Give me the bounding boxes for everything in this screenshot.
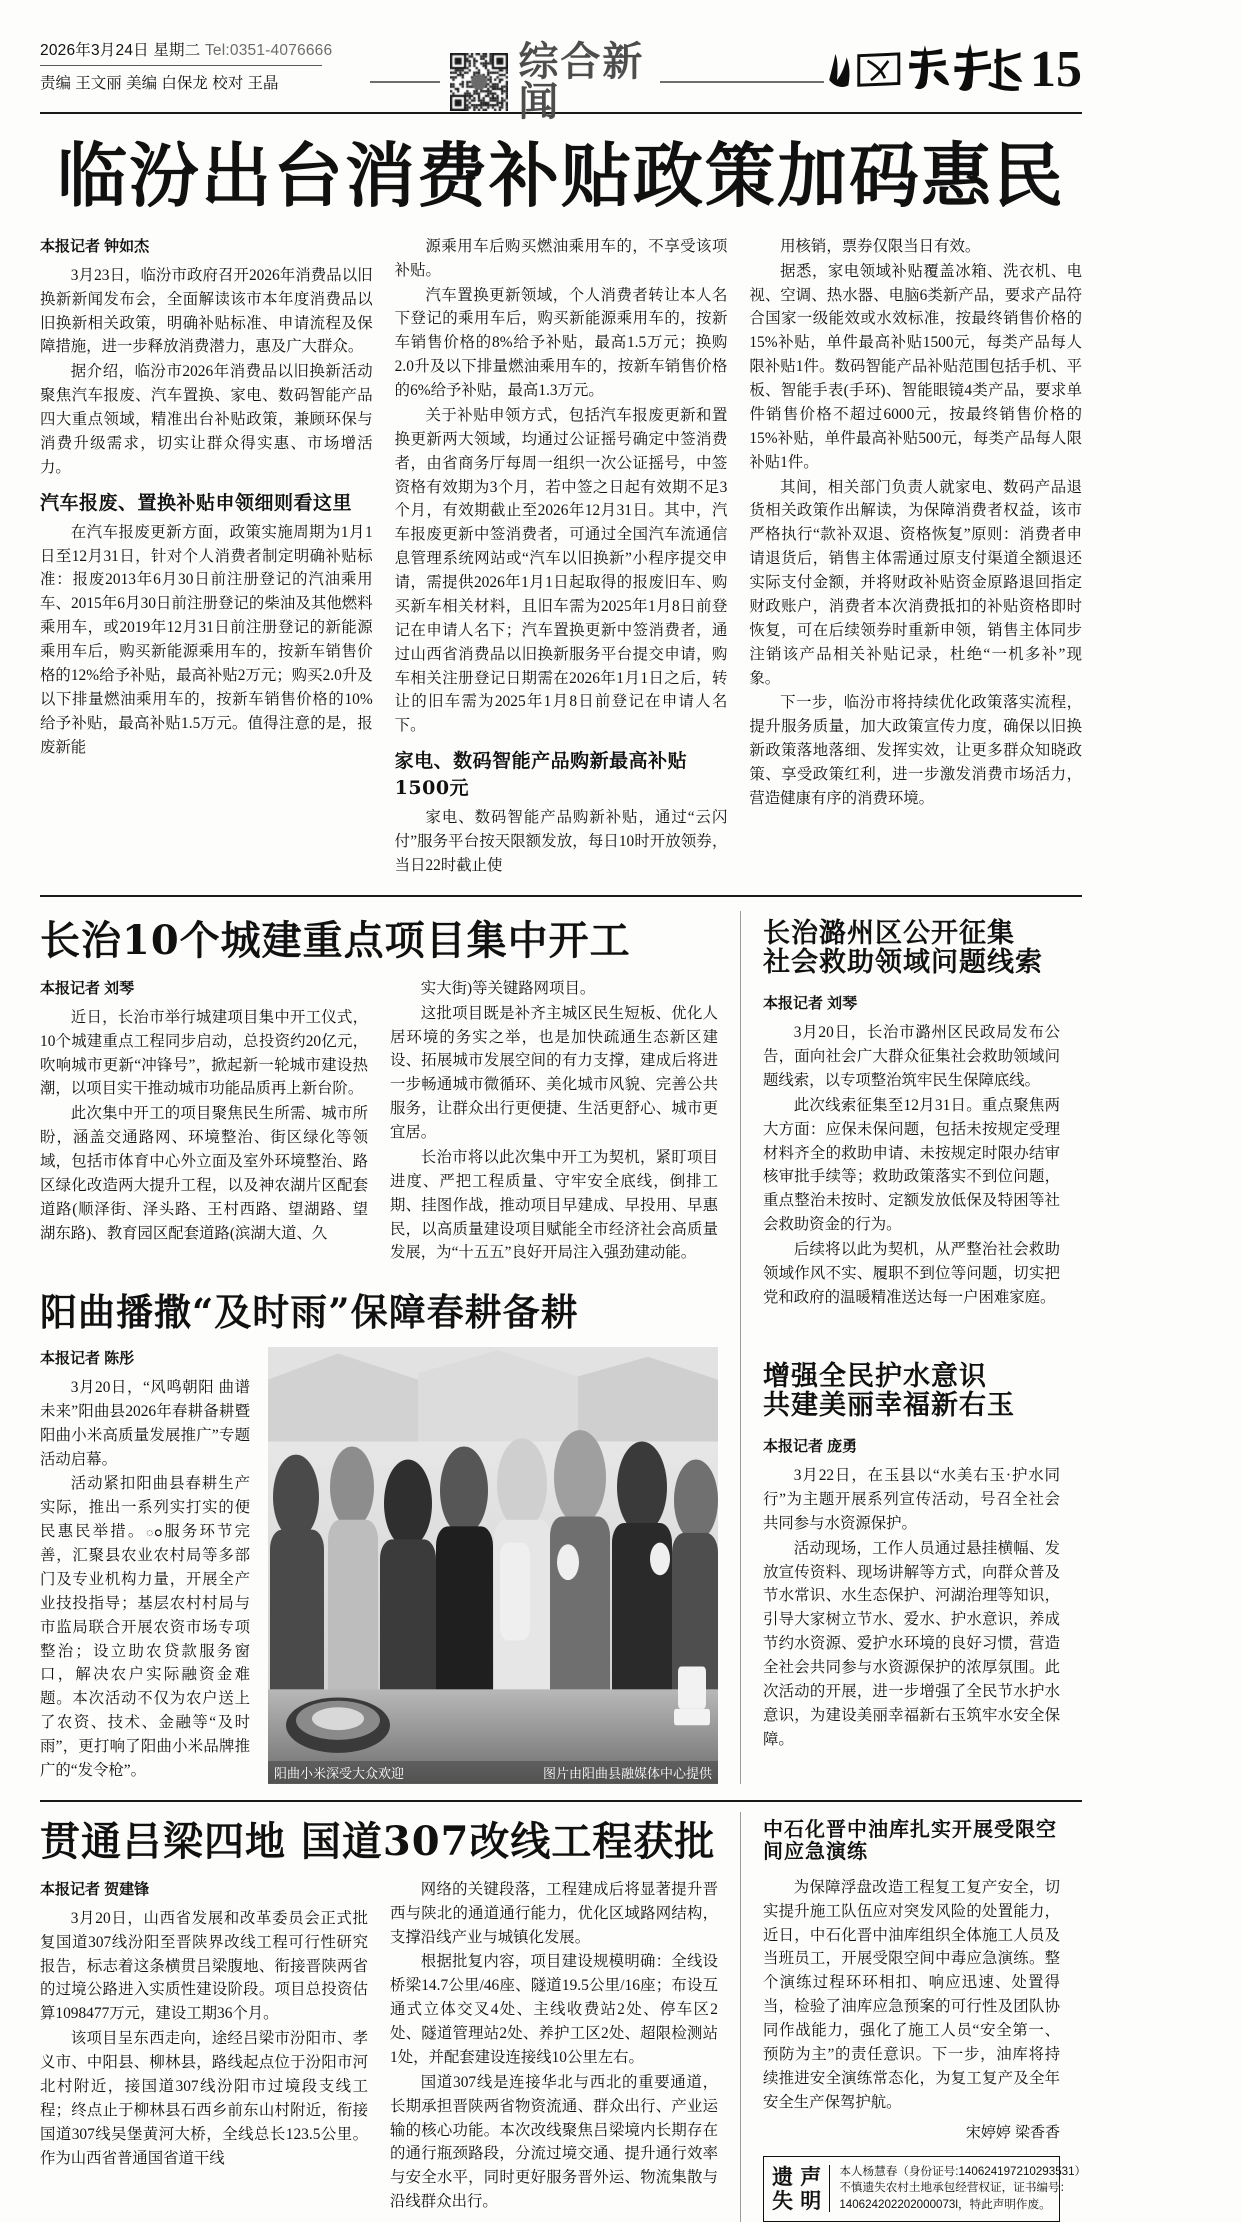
masthead-dateline — [40, 38, 370, 60]
changzhi-byline: 本报记者 刘琴 — [40, 979, 135, 997]
paragraph: 根据批复内容，项目建设规模明确：全线设桥梁14.7公里/46座、隧道19.5公里/16座；布设互通式立体交叉4处、主线收费站2处、停车区2处、隧道管理站2处、养护工区2处、超限检测站1处，并配套建设连接线10公里左右。 — [390, 1953, 718, 2066]
legal-notice-box — [763, 2156, 1087, 2222]
masthead-left — [40, 34, 370, 93]
paragraph: 其间，相关部门负责人就家电、数码产品退货相关政策作出解读，为保障消费者权益，该市严格执行“款补双退、资格恢复”原则：消费者申请退货后，销售主体需通过原支付渠道全额退还实际支付金额，并将财政补贴资金原路退回指定财政账户，消费者本次消费抵扣的补贴资格即时恢复，可在后续领券时重新申领，销售主体同步注销该产品相关补贴记录，杜绝“一机多补”现象。 — [749, 478, 1083, 687]
sinopec-headline: 中石化晋中油库扎实开展受限空间应急演练 — [763, 1816, 1057, 1863]
page-number: 15 — [1030, 40, 1082, 98]
paragraph: 长治市将以此次集中开工为契机，紧盯项目进度、严把工程质量、守牢安全底线，倒排工期、挂图作战，推动项目早建成、早投用、早惠民，以高质量建设项目赋能全市经济社会高质量发展，为“十五五”良好开局注入强劲建动能。 — [390, 1148, 718, 1262]
changzhi-column-2 — [390, 977, 718, 1267]
legal-notice-line1: 本人杨慧春（身份证号:140624197210293531） — [839, 2164, 1087, 2178]
lucheng-headline-line2: 社会救助领域问题线索 — [763, 947, 1043, 979]
paragraph: 实大街)等关键路网项目。 — [420, 979, 596, 997]
lvliang-byline: 本报记者 贺建锋 — [40, 1880, 150, 1898]
lead-column-2 — [395, 235, 728, 879]
lead-byline: 本报记者 钟如杰 — [40, 237, 150, 255]
lvliang-columns — [40, 1878, 718, 2215]
paragraph: 家电、数码智能产品购新补贴，通过“云闪付”服务平台按天限额发放，每日10时开放领券，当日22时截止使 — [394, 809, 728, 874]
lvliang-column-2 — [390, 1878, 718, 2215]
youyu-headline-line2: 共建美丽幸福新右玉 — [763, 1390, 1015, 1422]
youyu-headline — [763, 1362, 1060, 1421]
paragraph: 国道307线是连接华北与西北的重要通道，长期承担晋陕两省物资流通、群众出行、产业运输的核心功能。本次改线聚焦吕梁境内长期存在的通行瓶颈路段，分流过境交通、提升通行效率与安全水平，同时更好服务晋外运、物流集散与沿线群众出行。 — [390, 2073, 718, 2211]
lucheng-byline: 本报记者 刘琴 — [763, 995, 858, 1013]
changzhi-columns — [40, 977, 718, 1267]
paragraph: 关于补贴申领方式，包括汽车报废更新和置换更新两大领域，均通过公证摇号确定中签消费者，由省商务厅每周一组织一次公证摇号，中签资格有效期为3个月，若中签之日起有效期不足3个月，有效期截止至2026年12月31日。其中，汽车报废更新中签消费者，可通过全国汽车流通信息管理系统网站或“汽车以旧换新”小程序提交申请，需提供2026年1月1日起取得的报废旧车、购买新车相关材料，且旧车需为2025年1月8日前登记在申请人名下；汽车置换更新中签消费者，通过山西省消费品以旧换新服务平台提交申请，购车相关注册登记日期需在2026年1月1日之后，转让的旧车需为2025年1月8日前登记在申请人名下。 — [394, 406, 728, 735]
lead-column-3 — [749, 235, 1082, 879]
bottom-left-column — [40, 1812, 740, 2222]
lead-story-columns — [40, 235, 1082, 879]
weekday: 星期二 — [153, 42, 201, 59]
paragraph: 据悉，家电领域补贴覆盖冰箱、洗衣机、电视、空调、热水器、电脑6类新产品，要求产品符合国家一级能效或水效标准，按最终销售价格的15%补贴，单件最高补贴1500元，每类产品每人限补贴1件。数码智能产品补贴范围包括手机、平板、智能手表(手环)、智能眼镜4类产品，要求单件销售价格不超过6000元，按最终销售价格的15%补贴，单件最高补贴500元，每类产品每人限补贴1件。 — [749, 262, 1083, 471]
lucheng-headline — [763, 919, 1060, 978]
paragraph: 3月20日，长治市潞州区民政局发布公告，面向社会广大群众征集社会救助领域问题线索，以专项整治筑牢民生保障底线。 — [763, 1024, 1060, 1089]
photo-caption-credit: 图片由阳曲县融媒体中心提供 — [542, 1765, 712, 1781]
youyu-byline: 本报记者 庞勇 — [763, 1438, 858, 1456]
paragraph: 在汽车报废更新方面，政策实施周期为1月1日至12月31日，针对个人消费者制定明确补贴标准：报废2013年6月30日前注册登记的汽油乘用车、2015年6月30日前注册登记的柴油及其他燃料乘用车，或2019年12月31日前注册登记的新能源乘用车后，购买新能源乘用车的，按新车销售价格的12%给予补贴，最高补贴2万元；购买2.0升及以下排量燃油乘用车的，按新车销售价格的10%给予补贴，最高补贴1.5万元。值得注意的是，报废新能 — [40, 523, 373, 756]
masthead-brand-area — [824, 34, 1082, 98]
lead-headline: 临汾出台消费补贴政策加码惠民 — [57, 134, 1065, 217]
brand-logo-calligraphy — [824, 40, 1024, 94]
masthead-credits: 责编 王文丽 美编 白保龙 校对 王晶 — [40, 75, 279, 92]
changzhi-headline: 长治10个城建重点项目集中开工 — [40, 916, 631, 964]
changzhi-column-1 — [40, 977, 368, 1267]
yangqu-text-column — [40, 1347, 250, 1784]
photo-caption-bar — [268, 1761, 718, 1784]
legal-notice-tag-line1: 遗 声 — [772, 2164, 822, 2190]
masthead — [40, 34, 1082, 125]
paragraph: 源乘用车后购买燃油乘用车的，不享受该项补贴。 — [394, 237, 728, 279]
banner-rule-left — [370, 81, 440, 83]
section-divider-1 — [40, 895, 1082, 897]
paragraph: 该项目呈东西走向，途经吕梁市汾阳市、孝义市、中阳县、柳林县，路线起点位于汾阳市河北村附近，接国道307线汾阳市过境段支线工程；终点止于柳林县石西乡前东山村附近，衔接国道307线吴堡黄河大桥，全线总长123.5公里。作为山西省普通国省道干线 — [40, 2030, 368, 2167]
photo-caption-left: 阳曲小米深受大众欢迎 — [274, 1765, 405, 1781]
paragraph: 这批项目既是补齐主城区民生短板、优化人居环境的务实之举，也是加快疏通生态新区建设、拓展城市发展空间的有力支撑，建成后将进一步畅通城市微循环、美化城市风貌、完善公共服务，让群众出行更便捷、生活更舒心、城市更宜居。 — [390, 1004, 718, 1142]
lvliang-column-1 — [40, 1878, 368, 2215]
paragraph: 网络的关键段落，工程建成后将显著提升晋西与陕北的通道通行能力，优化区域路网结构，支撑沿线产业与城镇化发展。 — [390, 1880, 718, 1946]
telephone: Tel:0351-4076666 — [204, 42, 333, 59]
lead-subheading-1: 汽车报废、置换补贴申领细则看这里 — [40, 491, 353, 514]
section-divider-2 — [40, 1800, 1082, 1802]
yangqu-byline: 本报记者 陈彤 — [40, 1349, 135, 1367]
yangqu-photo — [268, 1347, 718, 1784]
lucheng-headline-line1: 长治潞州区公开征集 — [763, 917, 1015, 949]
paragraph: 3月20日，“风鸣朝阳 曲谱未来”阳曲县2026年春耕备耕暨阳曲小米高质量发展推广”专题活动启幕。 — [40, 1378, 250, 1468]
bottom-section — [40, 1812, 1087, 2222]
lvliang-headline: 贯通吕梁四地 国道307改线工程获批 — [40, 1817, 716, 1865]
qr-code-icon[interactable] — [450, 53, 508, 111]
paragraph: 此次集中开工的项目聚焦民生所需、城市所盼，涵盖交通路网、环境整治、街区绿化等领域，包括市体育中心外立面及室外环境整治、路区绿化改造两大提升工程，以及神农湖片区配套道路(顺泽街、泽头路、王村西路、望湖路、望湖东路)、教育园区配套道路(滨湖大道、久 — [40, 1105, 368, 1242]
masthead-divider — [40, 65, 322, 66]
yangqu-body-area — [40, 1347, 718, 1784]
youyu-headline-line1: 增强全民护水意识 — [763, 1360, 987, 1392]
paragraph: 后续将以此为契机，从严整治社会救助领域作风不实、履职不到位等问题，切实把党和政府的温暖精准送达每一户困难家庭。 — [763, 1241, 1060, 1306]
lead-column-1 — [40, 235, 373, 879]
paragraph: 3月22日，在玉县以“水美右玉·护水同行”为主题开展系列宣传活动，号召全社会共同参与水资源保护。 — [763, 1467, 1060, 1532]
paragraph: 下一步，临汾市将持续优化政策落实流程，提升服务质量，加大政策宣传力度，确保以旧换新政策落地落细、发挥实效，让更多群众知晓政策、享受政策红利，进一步激发消费市场活力，营造健康有序的消费环境。 — [749, 694, 1083, 807]
lead-subheading-2: 家电、数码智能产品购新最高补贴1500元 — [394, 750, 688, 800]
section-title: 综合新闻 — [518, 38, 645, 125]
legal-notice-tag — [772, 2165, 830, 2212]
paragraph: 汽车置换更新领域，个人消费者转让本人名下登记的乘用车后，购买新能源乘用车的，按新车销售价格的8%给予补贴，最高1.5万元；换购2.0升及以下排量燃油乘用车的，按新车销售价格的6%给予补贴，最高1.3万元。 — [394, 286, 728, 400]
paragraph: 3月23日，临汾市政府召开2026年消费品以旧换新新闻发布会，全面解读该市本年度消费品以旧换新相关政策，明确补贴标准、申请流程及保障措施，进一步释放消费潜力，惠及广大群众。 — [40, 266, 373, 356]
paragraph: 活动紧扣阳曲县春耕生产实际，推出一系列实打实的便民惠民举措。ం服务环节完善，汇聚县农业农村局等多部门及专业机构力量，开展全产业技投指导；基层农村村局与市监局联合开展农资市场专项整治；设立助农贷款服务窗口，解决农户实际融资金难题。本次活动不仅为农户送上了农资、技术、金融等“及时雨”，更打响了阳曲小米品牌推广的“发令枪”。 — [40, 1475, 250, 1779]
paragraph: 活动现场，工作人员通过悬挂横幅、发放宣传资料、现场讲解等方式，向群众普及节水常识、水生态保护、河湖治理等知识，引导大家树立节水、爱水、护水意识，养成节约水资源、爱护水环境的良好习惯，营造全社会共同参与水资源保护的浓厚氛围。此次活动的开展，进一步增强了全民节水护水意识，为建设美丽幸福新右玉筑牢水安全保障。 — [763, 1539, 1060, 1748]
publish-date: 2026年3月24日 — [40, 42, 149, 59]
section-banner — [370, 34, 824, 125]
crowd-photo-image — [268, 1347, 718, 1784]
mid-right-column — [740, 911, 1060, 1784]
sinopec-signature: 宋婷婷 梁香香 — [965, 2123, 1060, 2141]
paragraph: 为保障浮盘改造工程复工复产安全，切实提升施工队伍应对突发风险的处置能力，近日，中石化晋中油库组织全体施工人员及当班员工，开展受限空间中毒应急演练。整个演练过程环环相扣、响应迅速、处置得当，检验了油库应急预案的可行性及团队协同作战能力，强化了施工人员“安全第一、预防为主”的责任意识。下一步，油库将持续推进安全演练常态化，为复工复产及全年安全生产保驾护航。 — [763, 1878, 1060, 2111]
paragraph: 3月20日，山西省发展和改革委员会正式批复国道307线汾阳至晋陕界改线工程可行性研究报告，标志着这条横贯吕梁腹地、衔接晋陕两省的过境公路进入实质性建设阶段。项目总投资估算1098477万元，建设工期36个月。 — [40, 1909, 368, 2023]
paragraph: 用核销，票券仅限当日有效。 — [780, 237, 981, 255]
bottom-right-column — [740, 1812, 1087, 2222]
yangqu-headline: 阳曲播撒“及时雨”保障春耕备耕 — [40, 1290, 579, 1335]
mid-section — [40, 911, 1082, 1784]
paragraph: 据介绍，临汾市2026年消费品以旧换新活动聚焦汽车报废、汽车置换、家电、数码智能产品四大重点领域，精准出台补贴政策，兼顾环保与消费升级需求，切实让群众得实惠、市场增活力。 — [40, 363, 373, 476]
banner-rule-right — [660, 81, 824, 83]
mid-left-column — [40, 911, 740, 1784]
paragraph: 此次线索征集至12月31日。重点聚焦两大方面：应保未保问题，包括未按规定受理材料齐全的救助申请、未按规定时限办结审核审批手续等；救助政策落实不到位问题，重点整治未按时、定额发放低保及特困等社会救助资金的行为。 — [763, 1096, 1060, 1234]
legal-notice-line2: 不慎遗失农村土地承包经营权证，证书编号： — [839, 2181, 1072, 2195]
legal-notice-line3: 140624202202000073l，特此声明作废。 — [839, 2198, 1051, 2212]
legal-notice-text — [839, 2164, 1086, 2214]
legal-notice-tag-line2: 失 明 — [772, 2187, 822, 2213]
paragraph: 近日，长治市举行城建项目集中开工仪式，10个城建重点工程同步启动，总投资约20亿元，吹响城市更新“冲锋号”，掀起新一轮城市建设热潮，以项目实干推动城市功能品质再上新台阶。 — [40, 1008, 368, 1098]
newspaper-page — [40, 34, 1087, 2213]
